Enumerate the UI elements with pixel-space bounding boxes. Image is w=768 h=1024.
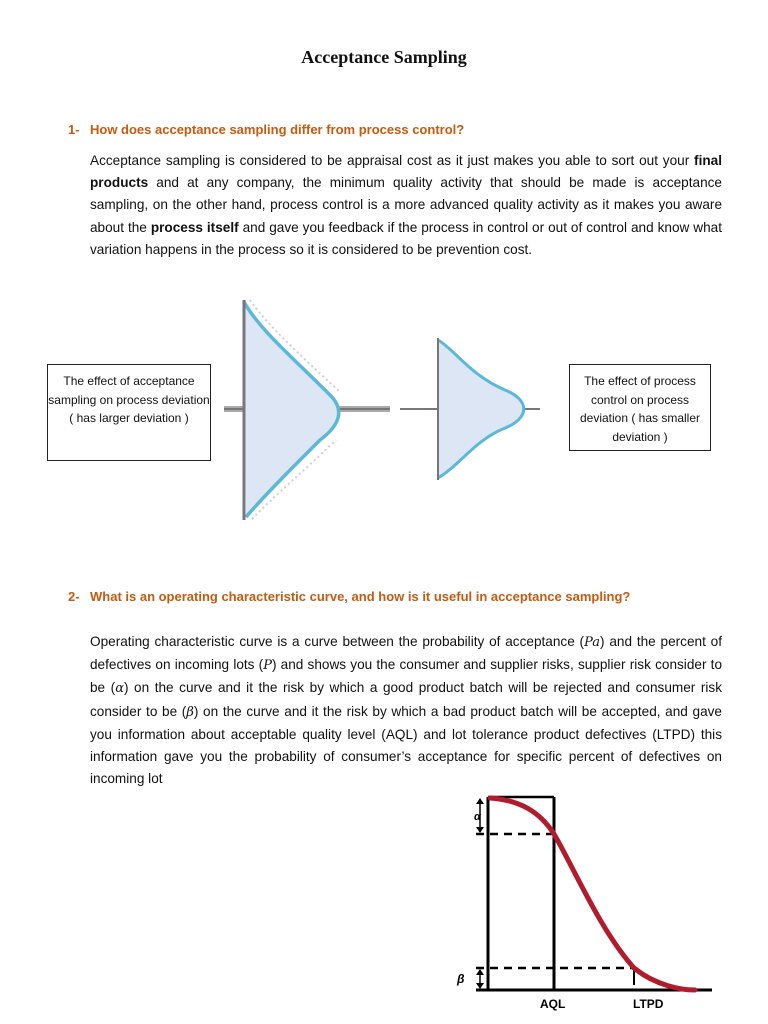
oc-alpha-arrow-head-top <box>476 798 484 804</box>
answer-1-bold-process-itself: process itself <box>150 219 239 235</box>
acceptance-sampling-effect-box: The effect of acceptance sampling on process deviation ( has larger deviation ) <box>47 364 211 461</box>
question-2-text: What is an operating characteristic curve, and how is it useful in acceptance sampling? <box>90 589 631 604</box>
oc-curve <box>490 798 695 990</box>
answer-1-text-a: Acceptance sampling is considered to be appraisal cost as it just makes you able to sort out your <box>90 153 695 168</box>
question-1-number: 1- <box>68 122 80 137</box>
oc-alpha-label: α <box>474 811 481 823</box>
oc-ltpd-label: LTPD <box>633 997 664 1011</box>
answer-2-math-p: P <box>263 658 272 674</box>
question-1-text: How does acceptance sampling differ from process control? <box>90 122 465 137</box>
oc-alpha-arrow-head-bottom <box>476 827 484 833</box>
answer-2-text-d: ) on the curve and it the risk by which a good product batch will be rejected and consumer risk consider to be ( <box>90 680 722 719</box>
answer-2-math-pa: Pa <box>584 635 601 650</box>
answer-2-text-b: ) and the percent of defectives on incoming lots ( <box>90 634 723 673</box>
answer-2-text-e: ) on the curve and it the risk by which a bad product batch will be accepted, and gave you information about acceptable quality level (AQL) and lot tolerance product defectives (LTPD) this information gave you the probability of consumer’s acceptance for specific percent of defectives on incoming lot <box>90 703 722 787</box>
answer-2-text-a: Operating characteristic curve is a curve between the probability of acceptance ( <box>90 634 585 649</box>
question-2-number: 2- <box>68 589 80 604</box>
answer-1-bold-final-products: final products <box>90 153 722 191</box>
oc-aql-label: AQL <box>540 997 566 1011</box>
answer-2-math-beta: β <box>186 704 194 720</box>
answer-1-text-c: and gave you feedback if the process in control or out of control and know what variation happens in the process so it is considered to be prevention cost. <box>90 219 722 257</box>
process-control-effect-box: The effect of process control on process deviation ( has smaller deviation ) <box>569 364 711 451</box>
answer-2-text-c: ) and shows you the consumer and supplier risks, supplier risk consider to be ( <box>90 657 723 696</box>
answer-1-text-b: and at any company, the minimum quality activity that should be made is acceptance sampling, on the other hand, process control is a more advanced quality activity as it makes you aware about the <box>90 175 722 235</box>
oc-beta-label: β <box>457 972 465 986</box>
answer-2-math-alpha: α <box>115 681 124 697</box>
oc-beta-arrow-head-bottom <box>476 983 484 989</box>
page-title: Acceptance Sampling <box>301 47 467 67</box>
oc-beta-arrow-head-top <box>476 969 484 975</box>
